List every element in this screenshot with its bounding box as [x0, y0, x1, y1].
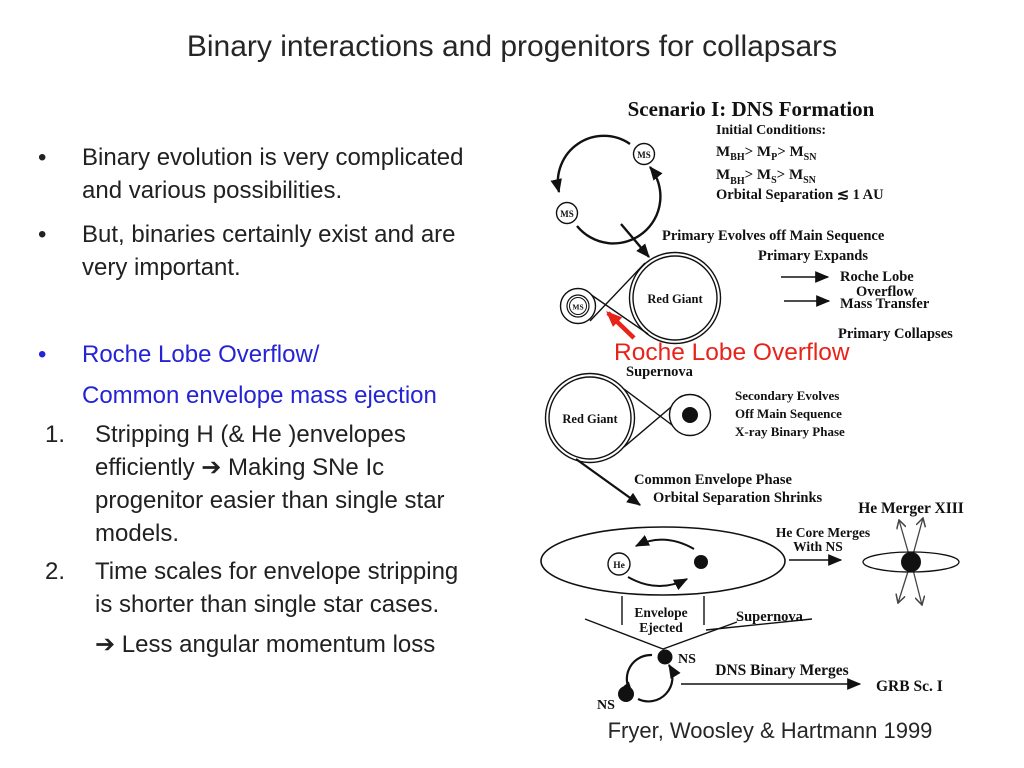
- bullet-list: [38, 141, 530, 661]
- roche-lobe-figure-2: [546, 374, 711, 463]
- neutron-star-dot: [658, 650, 673, 665]
- primary-collapses-label: Primary Collapses: [838, 326, 953, 342]
- orbit-arrow: [577, 167, 660, 243]
- bullet-item: [38, 218, 530, 284]
- mass-transfer-label: Mass Transfer: [840, 296, 930, 312]
- black-hole-dot: [901, 552, 921, 572]
- bullet-marker: •: [38, 144, 47, 171]
- dns-formation-diagram: [535, 88, 1005, 713]
- primary-expands-label: Primary Expands: [758, 248, 868, 264]
- bullet-text-line: very important.: [82, 254, 241, 281]
- overflow-label: Overflow: [856, 284, 914, 300]
- ns-label: NS: [678, 652, 696, 667]
- xray-binary-phase-label: X-ray Binary Phase: [735, 424, 845, 439]
- numbered-text-line: is shorter than single star cases.: [95, 591, 440, 618]
- arrow-note-line: ➔ Less angular momentum loss: [95, 631, 436, 658]
- with-ns-label: With NS: [793, 539, 843, 554]
- envelope-ejected-funnel: [585, 596, 812, 649]
- orbit-arrow: [638, 665, 672, 701]
- he-label: He: [613, 561, 625, 571]
- he-merger-label: He Merger XIII: [858, 500, 964, 517]
- envelope-label: Envelope: [634, 605, 688, 620]
- orbital-separation-label: Orbital Separation ≲ 1 AU: [716, 187, 884, 203]
- ns-binary-orbit: [597, 650, 696, 714]
- compact-object-dot: [682, 407, 698, 423]
- red-giant-label: Red Giant: [647, 292, 703, 306]
- he-core-merges-label: He Core Merges: [775, 525, 871, 540]
- number-marker: [38, 628, 95, 661]
- supernova-label: Supernova: [736, 609, 803, 625]
- flow-arrow-down: [576, 459, 640, 505]
- ns-label: NS: [597, 698, 615, 713]
- ms-label: MS: [572, 302, 584, 312]
- red-annotation-arrow: [608, 313, 634, 338]
- neutron-star-dot: [694, 555, 708, 569]
- primary-evolves-label: Primary Evolves off Main Sequence: [662, 228, 885, 244]
- arrow-note-item: [38, 628, 530, 661]
- red-giant-label: Red Giant: [562, 412, 618, 426]
- number-marker: 2.: [45, 558, 66, 585]
- roche-lobe-label: Roche Lobe: [840, 269, 914, 285]
- common-envelope-figure: [541, 527, 785, 595]
- numbered-text-line: Stripping H (& He )envelopes: [95, 421, 406, 448]
- orbital-separation-shrinks-label: Orbital Separation Shrinks: [653, 490, 823, 506]
- orbit-arrow: [636, 540, 694, 549]
- roche-lobe-overflow-annotation: Roche Lobe Overflow: [614, 339, 850, 366]
- bullet-text-line: Roche Lobe Overflow/: [82, 341, 320, 368]
- secondary-evolves-label: Secondary Evolves: [735, 388, 840, 403]
- ms-binary-orbit: [557, 136, 661, 244]
- numbered-text-line: Time scales for envelope stripping: [95, 558, 459, 585]
- roche-lobe-figure-1: [561, 253, 721, 344]
- grb-label: GRB Sc. I: [876, 678, 943, 695]
- numbered-item-2: [38, 555, 530, 621]
- ejected-label: Ejected: [639, 620, 683, 635]
- ms-label: MS: [560, 209, 574, 219]
- ms-label: MS: [637, 150, 651, 160]
- number-marker: 1.: [45, 421, 66, 448]
- bullet-text-line: and various possibilities.: [82, 177, 343, 204]
- bullet-marker: •: [38, 221, 47, 248]
- roche-lobe-line: [590, 294, 648, 334]
- scenario-title: Scenario I: DNS Formation: [627, 97, 875, 121]
- mass-condition-2: $M_{BH}> M_S> M_{SN}$: [716, 167, 816, 187]
- off-main-sequence-label: Off Main Sequence: [735, 406, 842, 421]
- dns-binary-merges-label: DNS Binary Merges: [715, 662, 849, 679]
- supernova-label: Supernova: [626, 364, 693, 380]
- reference-caption: Fryer, Woosley & Hartmann 1999: [607, 718, 933, 743]
- flow-arrow-down: [621, 224, 649, 257]
- he-merger-figure: [858, 500, 964, 605]
- numbered-text-line: progenitor easier than single star: [95, 487, 445, 514]
- numbered-text-line: efficiently ➔ Making SNe Ic: [95, 454, 385, 481]
- bullet-item: [38, 141, 530, 207]
- initial-conditions-label: Initial Conditions:: [716, 123, 827, 138]
- neutron-star-dot: [618, 686, 634, 702]
- orbit-arrow: [628, 577, 687, 586]
- bullet-text-line: Common envelope mass ejection: [82, 382, 437, 409]
- bullet-item-roche-lobe: [38, 334, 530, 416]
- numbered-item-1: [38, 418, 530, 550]
- mass-condition-1: $M_{BH}> M_P> M_{SN}$: [716, 144, 817, 163]
- orbit-arrow: [558, 136, 630, 192]
- page-title: Binary interactions and progenitors for collapsars: [186, 30, 838, 63]
- envelope-ellipse: [541, 527, 785, 595]
- bullet-text-line: Binary evolution is very complicated: [82, 144, 464, 171]
- bullet-marker: •: [38, 341, 47, 368]
- bullet-text-line: But, binaries certainly exist and are: [82, 221, 456, 248]
- numbered-text-line: models.: [95, 520, 180, 547]
- common-envelope-phase-label: Common Envelope Phase: [634, 472, 792, 488]
